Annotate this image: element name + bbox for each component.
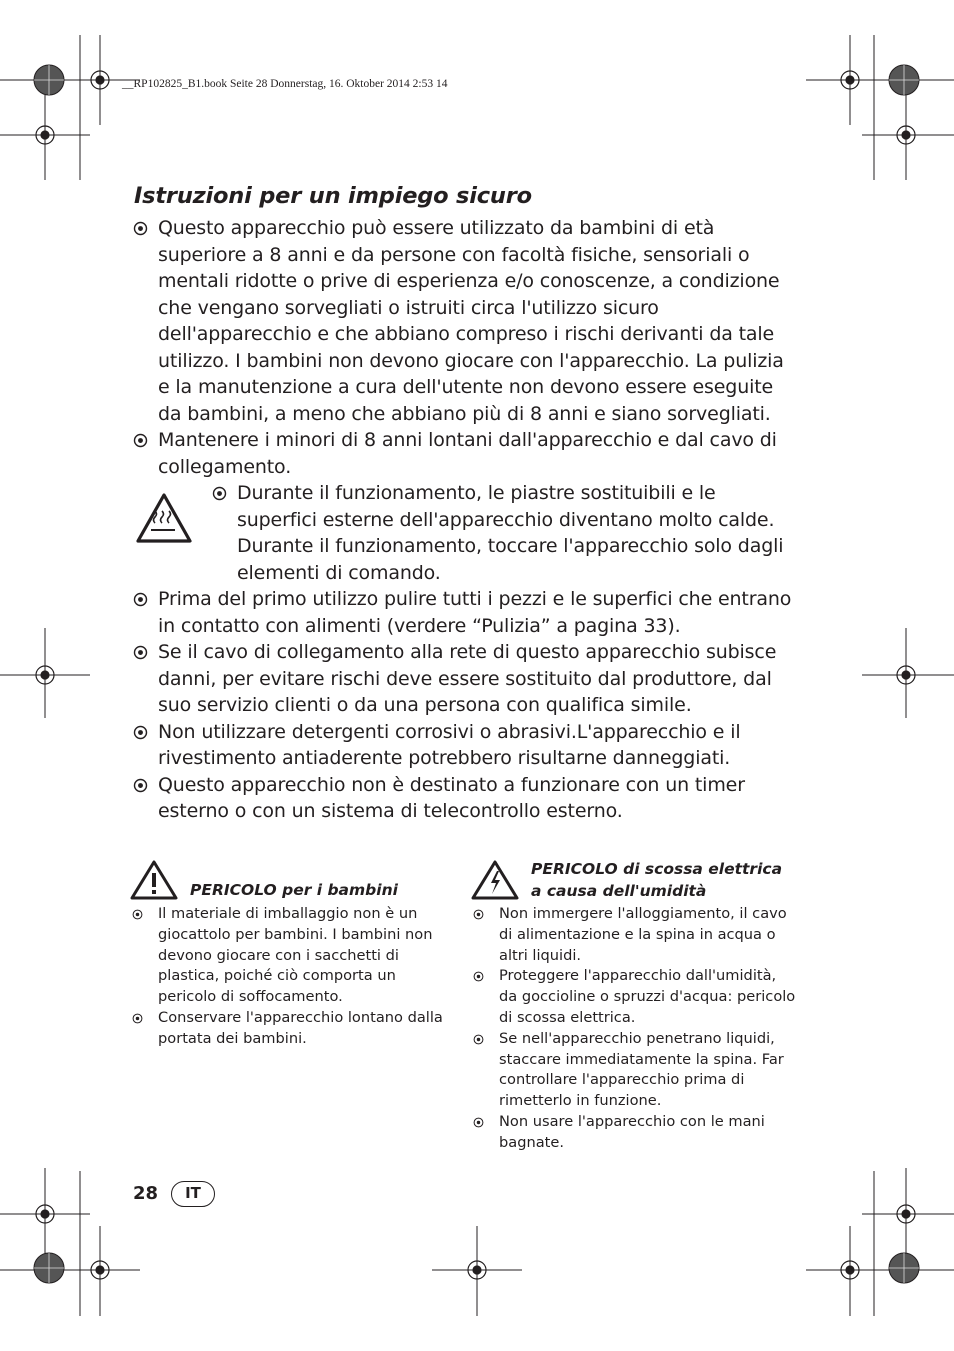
list-item-text: Non usare l'apparecchio con le mani bagnate. [499,1112,765,1151]
list-item-text: Questo apparecchio non è destinato a funzionare con un timer esterno o con un sistema di telecontrollo esterno. [158,773,745,822]
list-item [130,904,454,1008]
list-item-text: Non utilizzare detergenti corrosivi o abrasivi.L'apparecchio e il rivestimento antiaderente potrebbero risultarne danneggiati. [158,720,741,769]
warning-header [471,860,797,904]
list-item [210,480,799,586]
circled-dot-icon [132,909,143,920]
circled-dot-icon [133,725,148,740]
list-item-text: Proteggere l'apparecchio dall'umidità, da goccioline o spruzzi d'acqua: pericolo di scossa elettrica. [499,967,796,1026]
child-danger-warning [130,860,454,1050]
list-item [471,904,797,966]
circled-dot-icon [133,645,148,660]
warning-title: PERICOLO di scossa elettrica a causa dell'umidità [531,860,783,900]
electric-shock-warning [471,860,797,1154]
list-item-text: Mantenere i minori di 8 anni lontani dall'apparecchio e dal cavo di collegamento. [158,429,777,478]
list-item [131,719,799,772]
language-badge: IT [171,1181,215,1207]
list-item [131,215,799,427]
circled-dot-icon [473,1117,484,1128]
list-item-text: Non immergere l'alloggiamento, il cavo di alimentazione e la spina in acqua o altri liquidi. [499,905,787,964]
list-item [130,1008,454,1050]
circled-dot-icon [473,1034,484,1045]
warning-header [130,860,454,904]
list-item [471,1112,797,1154]
list-item [471,966,797,1028]
page-number: 28 [133,1183,159,1204]
list-item-text: Se il cavo di collegamento alla rete di questo apparecchio subisce danni, per evitare rischi deve essere sostituito dal produttore, dal suo servizio clienti o da una persona con qualifica simile. [158,641,777,716]
list-item [131,586,799,639]
circled-dot-icon [133,221,148,236]
warning-title: PERICOLO per i bambini [190,881,398,899]
list-item [131,639,799,719]
list-item-text: Se nell'apparecchio penetrano liquidi, staccare immediatamente la spina. Far controllare l'apparecchio prima di rimetterlo in funzione. [499,1029,784,1110]
list-item [131,772,799,825]
list-item-text: Conservare l'apparecchio lontano dalla portata dei bambini. [158,1008,443,1047]
circled-dot-icon [473,971,484,982]
electric-shock-warning-icon [471,860,519,900]
list-item [131,427,799,480]
section-title: Istruzioni per un impiego sicuro [134,183,532,209]
list-item-text: Prima del primo utilizzo pulire tutti i pezzi e le superfici che entrano in contatto con alimenti (verdere “Pulizia” a pagina 33). [158,588,792,637]
print-header-line: __RP102825_B1.book Seite 28 Donnerstag, 16. Oktober 2014 2:53 14 [122,78,448,90]
list-item [471,1029,797,1112]
circled-dot-icon [133,592,148,607]
circled-dot-icon [473,909,484,920]
circled-dot-icon [132,1013,143,1024]
circled-dot-icon [212,486,227,501]
exclamation-warning-icon [130,860,178,900]
list-item-text: Durante il funzionamento, le piastre sostituibili e le superfici esterne dell'apparecchio diventano molto calde. Durante il funzionamento, toccare l'apparecchio solo dagli elementi di comando. [237,482,784,584]
circled-dot-icon [133,778,148,793]
safety-instructions-list [131,215,799,825]
circled-dot-icon [133,433,148,448]
list-item-text: Questo apparecchio può essere utilizzato da bambini di età superiore a 8 anni e da persone con facoltà fisiche, sensoriali o mentali ridotte o prive di esperienza e/o conoscenze, a condizione che vengano sorvegliati o istruiti circa l'utilizzo sicuro dell'apparecchio e che abbiano compreso i rischi derivanti da tale utilizzo. I bambini non devono giocare con l'apparecchio. La pulizia e la manutenzione a cura dell'utente non devono essere eseguite da bambini, a meno che abbiano più di 8 anni e siano sorvegliati. [158,217,784,425]
hot-surface-warning-icon [135,492,193,544]
list-item-text: Il materiale di imballaggio non è un giocattolo per bambini. I bambini non devono giocare con i sacchetti di plastica, poiché ciò comporta un pericolo di soffocamento. [158,905,433,1006]
